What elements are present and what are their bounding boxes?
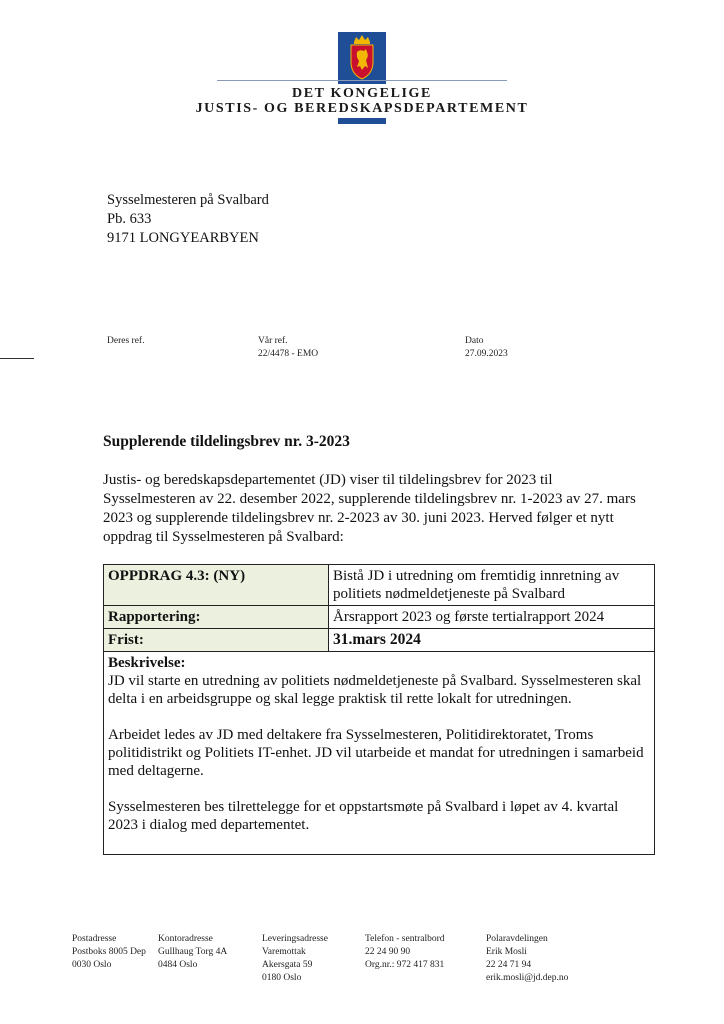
deadline-label: Frist: xyxy=(104,629,329,652)
footer-telefon xyxy=(365,933,445,972)
footer-polaravdelingen xyxy=(486,933,568,985)
reporting-label: Rapportering: xyxy=(104,606,329,629)
letterhead-line-2: JUSTIS- OG BEREDSKAPSDEPARTEMENT xyxy=(195,101,529,116)
footer-label: Kontoradresse xyxy=(158,934,213,944)
footer-text: 0180 Oslo xyxy=(262,973,302,983)
assignment-table xyxy=(103,564,655,855)
letterhead-divider xyxy=(217,80,507,81)
description-paragraph-2: Arbeidet ledes av JD med deltakere fra Sysselmesteren, Politidirektoratet, Troms politidistrikt og Politiets IT-enhet. JD vil utarbeide et mandat for utredningen i samarbeid med deltagerne. xyxy=(108,727,644,779)
coat-of-arms-logo xyxy=(338,32,386,84)
assignment-title-label: OPPDRAG 4.3: (NY) xyxy=(104,565,329,606)
table-row xyxy=(104,606,655,629)
description-title: Beskrivelse: xyxy=(108,655,186,671)
description-cell xyxy=(104,652,655,855)
footer-text: 0030 Oslo xyxy=(72,960,112,970)
footer-kontoradresse xyxy=(158,933,227,972)
footer-text: 0484 Oslo xyxy=(158,960,198,970)
footer-label: Postadresse xyxy=(72,934,117,944)
footer-text: Gullhaug Torg 4A xyxy=(158,947,228,957)
footer-text: Postboks 8005 Dep xyxy=(72,947,146,957)
footer-email-link[interactable]: erik.mosli@jd.dep.no xyxy=(486,973,569,983)
footer-text: Akersgata 59 xyxy=(262,960,313,970)
date-value: 27.09.2023 xyxy=(465,349,508,359)
recipient-name: Sysselmesteren på Svalbard xyxy=(107,192,269,208)
footer-label: Telefon - sentralbord xyxy=(365,934,445,944)
footer-label: Leveringsadresse xyxy=(262,934,328,944)
footer-text: 22 24 71 94 xyxy=(486,960,532,970)
var-ref-label: Vår ref. xyxy=(258,336,288,346)
date-label: Dato xyxy=(465,336,484,346)
footer-postadresse xyxy=(72,933,146,972)
footer-label: Polaravdelingen xyxy=(486,934,548,944)
description-paragraph-1: JD vil starte en utredning av politiets nødmeldetjeneste på Svalbard. Sysselmesteren skal delta i en arbeidsgruppe og skal legge praktisk til rette lokalt for utredningen. xyxy=(108,673,642,707)
deres-ref-label: Deres ref. xyxy=(107,336,145,346)
footer-leveringsadresse xyxy=(262,933,328,985)
footer-text: 22 24 90 90 xyxy=(365,947,411,957)
deadline-value: 31.mars 2024 xyxy=(329,629,655,652)
recipient-box: Pb. 633 xyxy=(107,211,152,227)
footer-text: Org.nr.: 972 417 831 xyxy=(365,960,445,970)
assignment-title-value: Bistå JD i utredning om fremtidig innretning av politiets nødmeldetjeneste på Svalbard xyxy=(329,565,655,606)
letterhead-line-1: DET KONGELIGE xyxy=(292,86,432,101)
table-row xyxy=(104,652,655,855)
letter-subject: Supplerende tildelingsbrev nr. 3-2023 xyxy=(103,433,350,450)
intro-paragraph: Justis- og beredskapsdepartementet (JD) viser til tildelingsbrev for 2023 til Sysselmesteren av 22. desember 2022, supplerende tildelingsbrev nr. 1-2023 av 27. mars 2023 og supplerende tildelingsbrev nr. 2-2023 av 30. juni 2023. Herved følger et nytt oppdrag til Sysselmesteren på Svalbard: xyxy=(103,472,636,545)
footer-text: Varemottak xyxy=(262,947,306,957)
table-row xyxy=(104,629,655,652)
table-row xyxy=(104,565,655,606)
description-paragraph-3: Sysselmesteren bes tilrettelegge for et oppstartsmøte på Svalbard i løpet av 4. kvartal 2023 i dialog med departementet. xyxy=(108,799,619,833)
fold-mark xyxy=(0,358,34,359)
var-ref-value: 22/4478 - EMO xyxy=(258,349,319,359)
letterhead-blue-bar xyxy=(338,118,386,124)
footer-text: Erik Mosli xyxy=(486,947,527,957)
recipient-city: 9171 LONGYEARBYEN xyxy=(107,230,259,246)
reporting-value: Årsrapport 2023 og første tertialrapport 2024 xyxy=(329,606,655,629)
